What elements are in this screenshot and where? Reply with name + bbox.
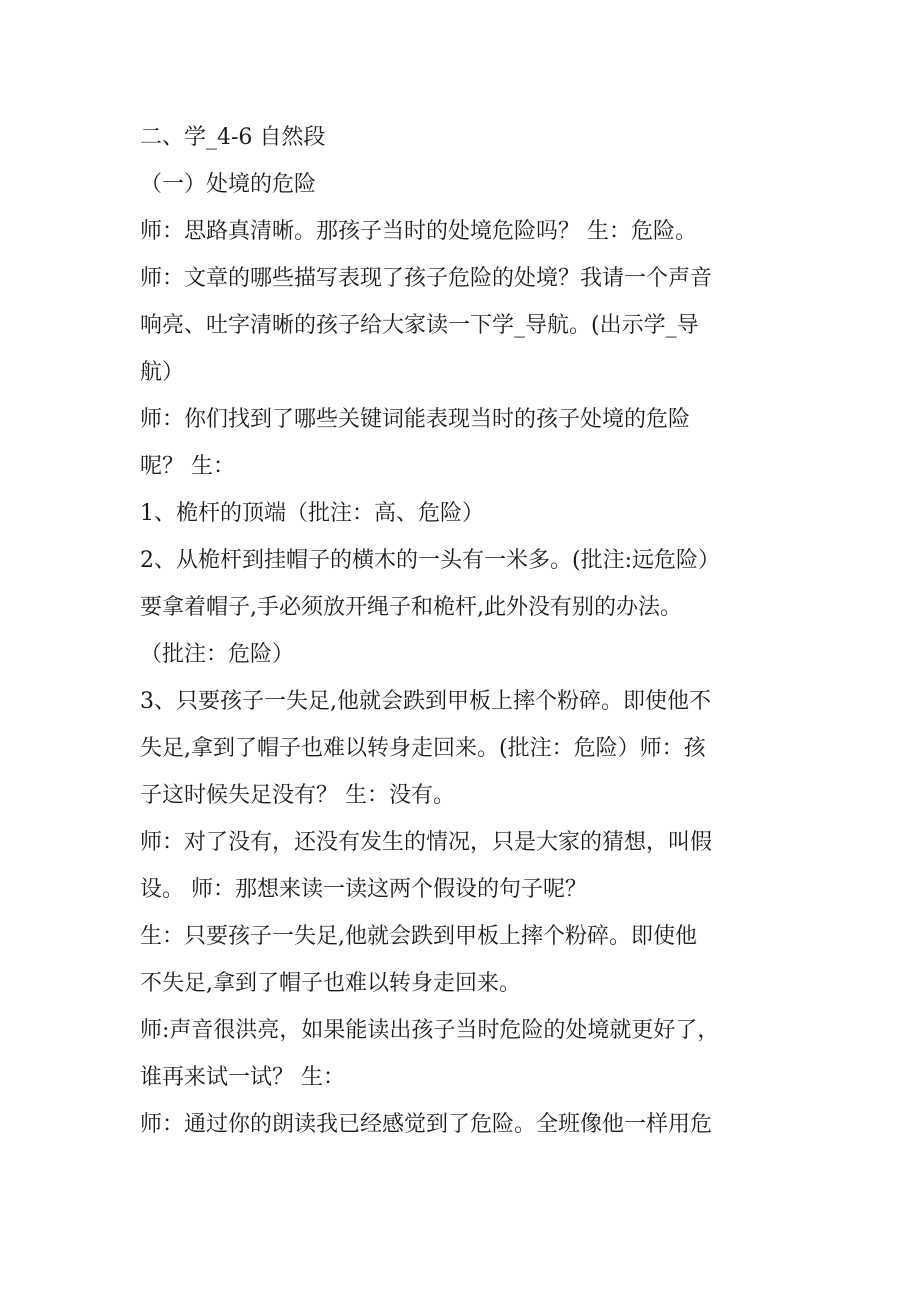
text-line: 师：文章的哪些描写表现了孩子危险的处境？我请一个声音 xyxy=(140,266,713,291)
section-heading: 二、学_4-6 自然段 xyxy=(140,125,326,150)
text-line: 师：你们找到了哪些关键词能表现当时的孩子处境的危险 xyxy=(140,407,691,432)
text-line: 师：通过你的朗读我已经感觉到了危险。全班像他一样用危 xyxy=(140,1112,713,1137)
text-line: 呢？ 生： xyxy=(140,454,235,479)
text-line: 航） xyxy=(140,360,185,385)
text-line: 谁再来试一试？ 生： xyxy=(140,1065,345,1090)
list-item: 3、只要孩子一失足,他就会跌到甲板上摔个粉碎。即使他不 xyxy=(140,689,711,714)
text-line: 设。 师：那想来读一读这两个假设的句子呢？ xyxy=(140,877,587,902)
text-line: 师:声音很洪亮，如果能读出孩子当时危险的处境就更好了， xyxy=(140,1018,720,1043)
text-line: 响亮、吐字清晰的孩子给大家读一下学_导航。(出示学_导 xyxy=(140,313,699,338)
subsection-heading: （一）处境的危险 xyxy=(140,172,317,197)
text-line: （批注：危险） xyxy=(140,642,295,667)
text-line: 不失足,拿到了帽子也难以转身走回来。 xyxy=(140,971,521,996)
text-line: 师：思路真清晰。那孩子当时的处境危险吗？ 生：危险。 xyxy=(140,219,697,244)
text-line: 师：对了没有，还没有发生的情况，只是大家的猜想，叫假 xyxy=(140,830,713,855)
text-line: 失足,拿到了帽子也难以转身走回来。(批注：危险）师：孩 xyxy=(140,736,706,761)
text-line: 要拿着帽子,手必须放开绳子和桅杆,此外没有别的办法。 xyxy=(140,595,682,620)
list-item: 2、从桅杆到挂帽子的横木的一头有一米多。(批注:远危险） xyxy=(140,548,720,573)
document-body xyxy=(140,114,780,1148)
list-item: 1、桅杆的顶端（批注：高、危险） xyxy=(140,501,484,526)
text-line: 生：只要孩子一失足,他就会跌到甲板上摔个粉碎。即使他 xyxy=(140,924,697,949)
text-line: 子这时候失足没有？ 生：没有。 xyxy=(140,783,455,808)
